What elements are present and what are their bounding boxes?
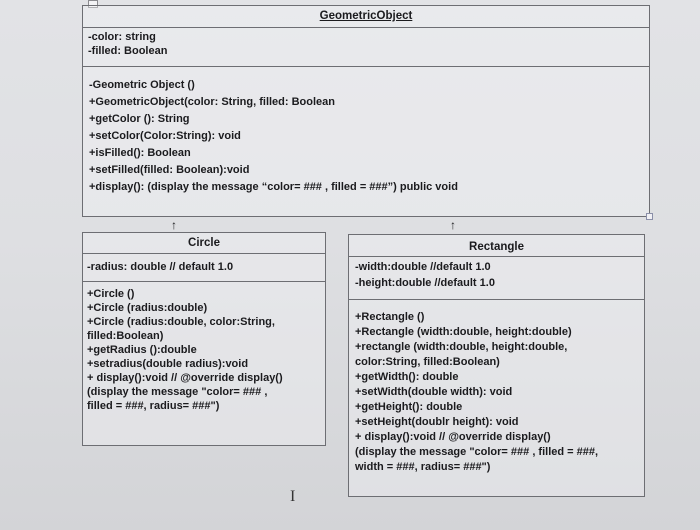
method: +getRadius ():double bbox=[87, 344, 197, 356]
class-title: Circle bbox=[188, 237, 220, 249]
method: +setColor(Color:String): void bbox=[89, 130, 241, 142]
title-divider bbox=[83, 253, 325, 254]
attribute: -filled: Boolean bbox=[88, 45, 168, 57]
method: +Circle () bbox=[87, 288, 135, 300]
class-circle bbox=[82, 232, 326, 446]
method: + display():void // @override display() bbox=[355, 431, 551, 443]
method: +setHeight(doublr height): void bbox=[355, 416, 519, 428]
resize-handle[interactable] bbox=[646, 213, 653, 220]
class-title: Rectangle bbox=[469, 241, 524, 253]
method: +getColor (): String bbox=[89, 113, 190, 125]
method: + display():void // @override display() bbox=[87, 372, 283, 384]
method: +display(): (display the message “color= ### , filled = ###”) public void bbox=[89, 181, 458, 193]
method: +getHeight(): double bbox=[355, 401, 463, 413]
method: +Circle (radius:double, color:String, bbox=[87, 316, 275, 328]
method: +GeometricObject(color: String, filled: Boolean bbox=[89, 96, 336, 108]
method: +Rectangle () bbox=[355, 311, 425, 323]
inheritance-arrow-icon: ↑ bbox=[450, 218, 456, 232]
attribute: -width:double //default 1.0 bbox=[355, 261, 491, 273]
attribute: -color: string bbox=[88, 31, 156, 43]
title-divider bbox=[83, 27, 649, 28]
method: (display the message "color= ### , filled = ###, bbox=[355, 446, 599, 458]
attribute-divider bbox=[83, 281, 325, 282]
method: +getWidth(): double bbox=[355, 371, 459, 383]
attribute: -radius: double // default 1.0 bbox=[87, 261, 234, 273]
method: +setradius(double radius):void bbox=[87, 358, 249, 370]
method: (display the message "color= ### , bbox=[87, 386, 268, 398]
class-rectangle bbox=[348, 234, 645, 497]
inheritance-arrow-icon: ↑ bbox=[171, 218, 177, 232]
class-title: GeometricObject bbox=[319, 10, 413, 22]
method: +isFilled(): Boolean bbox=[89, 147, 191, 159]
title-divider bbox=[349, 256, 644, 257]
method: +Circle (radius:double) bbox=[87, 302, 208, 314]
method: +setFilled(filled: Boolean):void bbox=[89, 164, 250, 176]
method: +rectangle (width:double, height:double, bbox=[355, 341, 568, 353]
method: color:String, filled:Boolean) bbox=[355, 356, 500, 368]
attribute-divider bbox=[349, 299, 644, 300]
attribute-divider bbox=[83, 66, 649, 67]
attribute: -height:double //default 1.0 bbox=[355, 277, 495, 289]
class-geometric-object bbox=[82, 5, 650, 217]
method: -Geometric Object () bbox=[89, 79, 195, 91]
method: filled = ###, radius= ###") bbox=[87, 400, 220, 412]
method: filled:Boolean) bbox=[87, 330, 164, 342]
text-cursor-icon: I bbox=[290, 488, 296, 505]
method: +setWidth(double width): void bbox=[355, 386, 513, 398]
method: +Rectangle (width:double, height:double) bbox=[355, 326, 572, 338]
method: width = ###, radius= ###") bbox=[355, 461, 491, 473]
